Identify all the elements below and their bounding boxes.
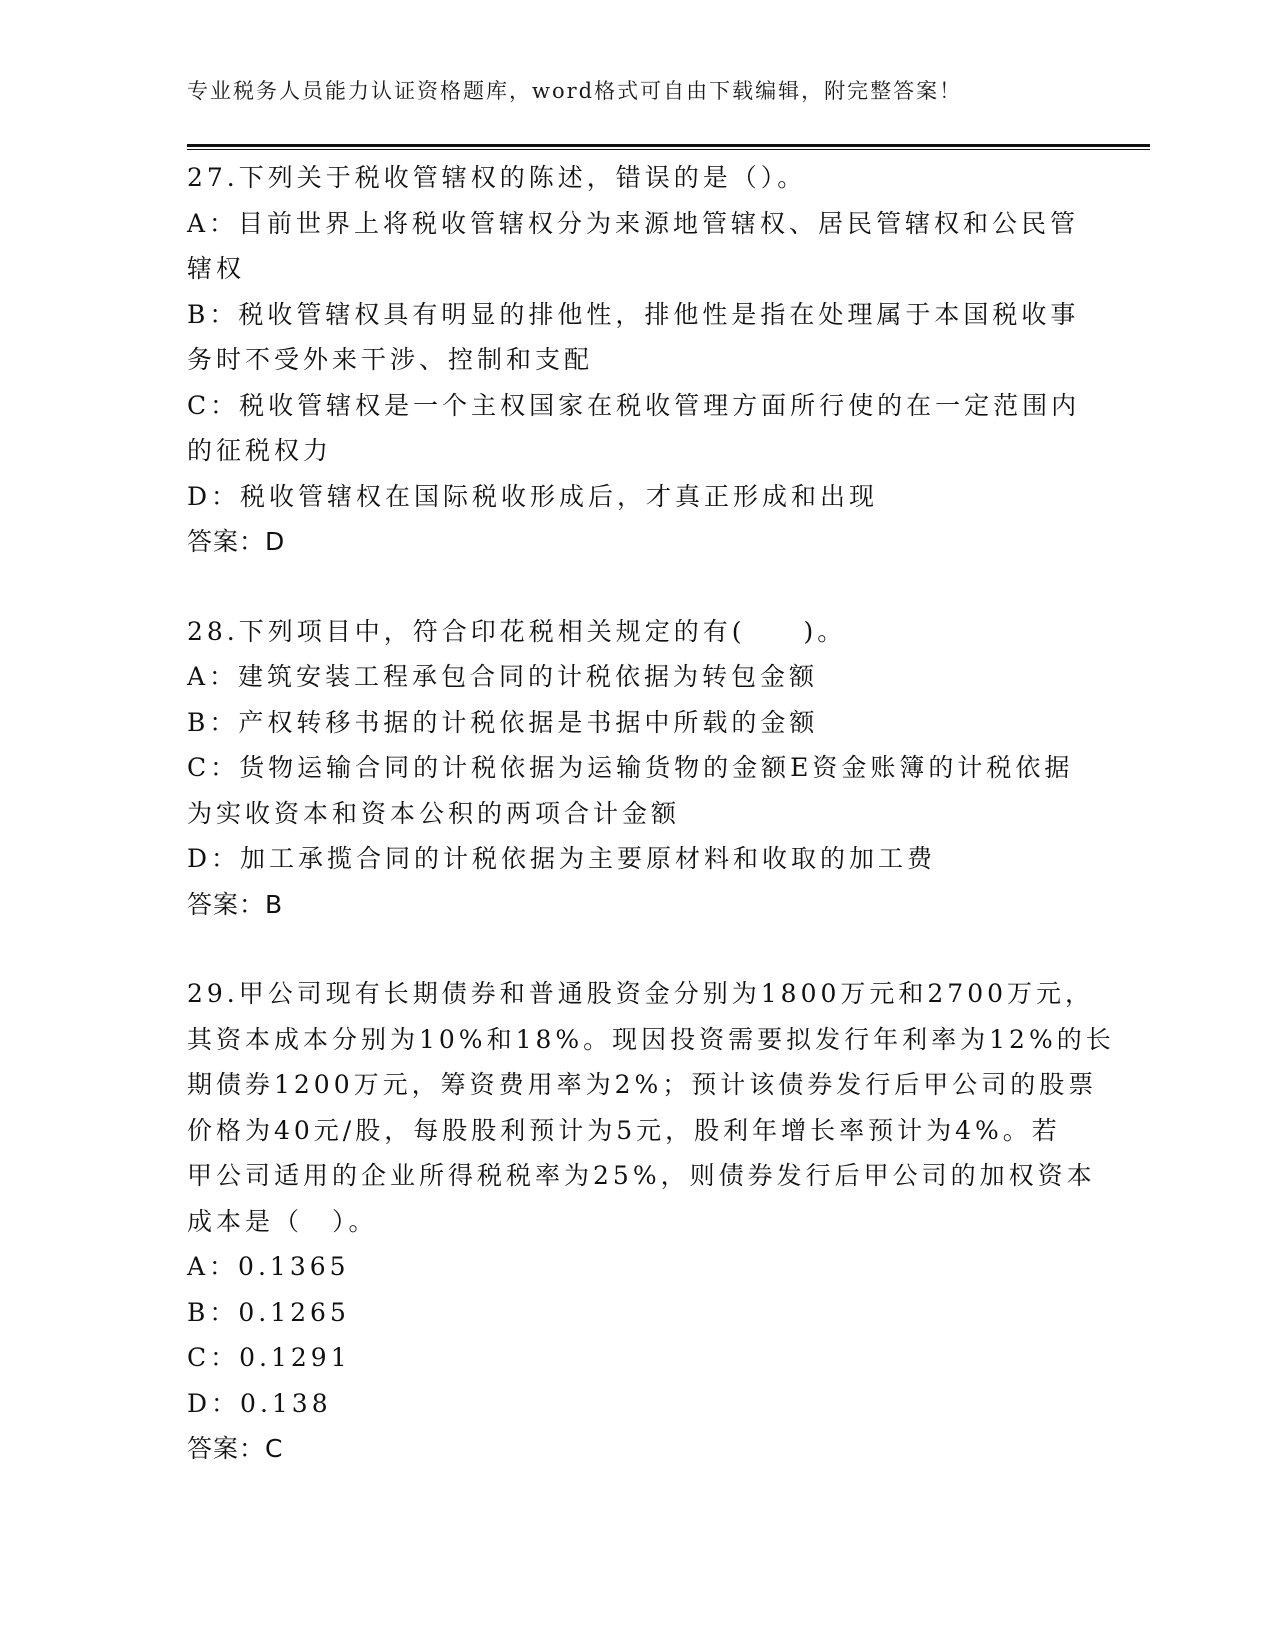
option-d: D：税收管辖权在国际税收形成后，才真正形成和出现: [187, 481, 879, 511]
question-29: [187, 971, 1115, 1472]
question-spacer: [187, 565, 1087, 609]
option-c: C：货物运输合同的计税依据为运输货物的金额E资金账簿的计税依据: [187, 753, 1074, 782]
option-a: A：建筑安装工程承包合同的计税依据为转包金额: [187, 662, 819, 691]
option-c: C：0.1291: [187, 1343, 351, 1372]
answer-line: 答案：D: [187, 527, 286, 556]
question-stem: 27.下列关于税收管辖权的陈述，错误的是（）。: [187, 163, 807, 192]
question-28: [187, 609, 1087, 928]
question-stem-continued: 期债券1200万元，筹资费用率为2%；预计该债券发行后甲公司的股票: [187, 1070, 1098, 1099]
option-b: B：0.1265: [187, 1297, 350, 1327]
question-stem: 28.下列项目中，符合印花税相关规定的有( )。: [187, 616, 847, 646]
question-stem: 29.甲公司现有长期债券和普通股资金分别为1800万元和2700万元，: [187, 979, 1095, 1008]
question-stem-continued: 其资本成本分别为10%和18%。现因投资需要拟发行年利率为12%的长: [187, 1024, 1115, 1054]
option-d: D：加工承揽合同的计税依据为主要原材料和收取的加工费: [187, 844, 937, 873]
option-b-continued: 务时不受外来干涉、控制和支配: [187, 345, 594, 374]
option-a: A：0.1365: [187, 1252, 350, 1281]
question-stem-continued: 甲公司适用的企业所得税税率为25%，则债券发行后甲公司的加权资本: [187, 1161, 1096, 1190]
option-c: C：税收管辖权是一个主权国家在税收管理方面所行使的在一定范围内: [187, 390, 1081, 420]
question-spacer: [187, 927, 1087, 971]
option-a-continued: 辖权: [187, 254, 246, 283]
answer-line: 答案：B: [187, 889, 284, 919]
question-list: [187, 155, 1115, 1472]
option-c-continued: 为实收资本和资本公积的两项合计金额: [187, 798, 681, 828]
option-b: B：税收管辖权具有明显的排他性，排他性是指在处理属于本国税收事: [187, 299, 1080, 329]
question-27: [187, 155, 1087, 565]
option-c-continued: 的征税权力: [187, 436, 333, 465]
page-header: 专业税务人员能力认证资格题库，word格式可自由下载编辑，附完整答案！: [187, 79, 963, 103]
question-stem-continued: 价格为40元/股，每股股利预计为5元，股利年增长率预计为4%。若: [187, 1115, 1061, 1145]
header-divider: [187, 144, 1150, 150]
question-stem-continued: 成本是（ ）。: [187, 1206, 378, 1236]
answer-line: 答案：C: [187, 1434, 284, 1463]
option-a: A：目前世界上将税收管辖权分为来源地管辖权、居民管辖权和公民管: [187, 208, 1080, 238]
option-b: B：产权转移书据的计税依据是书据中所载的金额: [187, 707, 819, 737]
option-d: D：0.138: [187, 1388, 332, 1418]
